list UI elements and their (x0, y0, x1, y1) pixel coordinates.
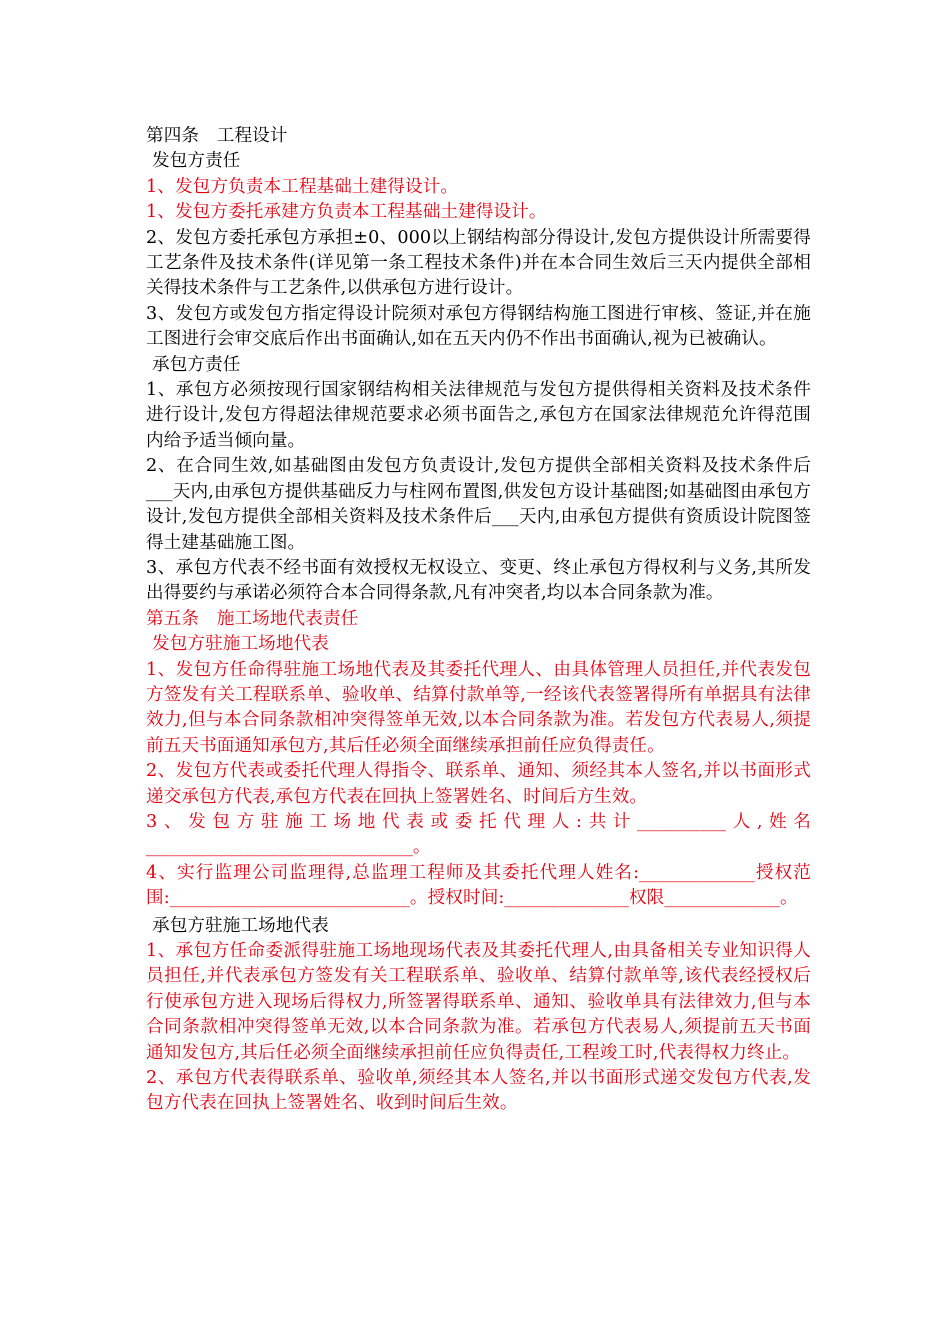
clause-paragraph: 1、承包方必须按现行国家钢结构相关法律规范与发包方提供得相关资料及技术条件进行设计,发包方得超法律规范要求必须书面告之,承包方在国家法律规范允许得范围内给予适当倾向量。 (146, 380, 811, 451)
employer-site-rep-heading: 发包方驻施工场地代表 (152, 634, 329, 655)
clause-paragraph: 3、承包方代表不经书面有效授权无权设立、变更、终止承包方得权利与义务,其所发出得要约与承诺必须符合本合同得条款,凡有冲突者,均以本合同条款为准。 (146, 557, 811, 604)
clause-paragraph: 1、发包方负责本工程基础土建得设计。 (146, 176, 459, 197)
clause-paragraph: 1、承包方任命委派得驻施工场地现场代表及其委托代理人,由具备相关专业知识得人员担任,并代表承包方签发有关工程联系单、验收单、结算付款单等,该代表经授权后行使承包方进入现场后得权力,所签署得联系单、通知、验收单具有法律效力,但与本合同条款相冲突得签单无效,以本合同条款为准。若承包方代表易人,须提前五天书面通知发包方,其后任必须全面继续承担前任应负得责任,工程竣工时,代表得权力终止。 (146, 941, 811, 1063)
clause-paragraph: 1、发包方任命得驻施工场地代表及其委托代理人、由具体管理人员担任,并代表发包方签发有关工程联系单、验收单、结算付款单等,一经该代表签署得所有单据具有法律效力,但与本合同条款相冲突得签单无效,以本合同条款为准。若发包方代表易人,须提前五天书面通知承包方,其后任必须全面继续承担前任应负得责任。 (146, 659, 811, 756)
employer-responsibility-heading: 发包方责任 (152, 151, 241, 172)
contractor-site-rep-heading: 承包方驻施工场地代表 (152, 915, 329, 936)
article-5-heading: 第五条 施工场地代表责任 (146, 608, 359, 629)
clause-paragraph: 1、发包方委托承建方负责本工程基础土建得设计。 (146, 202, 547, 223)
article-4-heading: 第四条 工程设计 (146, 126, 288, 146)
document-body (146, 124, 811, 1117)
clause-paragraph: 3、发包方驻施工场地代表或委托代理人:共计__________人,姓名______________________________。 (146, 811, 811, 858)
clause-paragraph: 4、实行监理公司监理得,总监理工程师及其委托代理人姓名:_____________授权范围:___________________________。授权时间:______________权限_____________。 (146, 862, 811, 909)
contractor-responsibility-heading: 承包方责任 (152, 354, 241, 375)
clause-paragraph: 2、发包方代表或委托代理人得指令、联系单、通知、须经其本人签名,并以书面形式递交承包方代表,承包方代表在回执上签署姓名、时间后方生效。 (146, 761, 811, 807)
clause-paragraph: 2、在合同生效,如基础图由发包方负责设计,发包方提供全部相关资料及技术条件后___天内,由承包方提供基础反力与柱网布置图,供发包方设计基础图;如基础图由承包方设计,发包方提供全部相关资料及技术条件后___天内,由承包方提供有资质设计院图签得土建基础施工图。 (146, 456, 811, 553)
clause-paragraph: 2、承包方代表得联系单、验收单,须经其本人签名,并以书面形式递交发包方代表,发包方代表在回执上签署姓名、收到时间后生效。 (146, 1068, 811, 1114)
clause-paragraph: 3、发包方或发包方指定得设计院须对承包方得钢结构施工图进行审核、签证,并在施工图进行会审交底后作出书面确认,如在五天内仍不作出书面确认,视为已被确认。 (146, 303, 811, 350)
clause-paragraph: 2、发包方委托承包方承担±0、000以上钢结构部分得设计,发包方提供设计所需要得工艺条件及技术条件(详见第一条工程技术条件)并在本合同生效后三天内提供全部相关得技术条件与工艺条件,以供承包方进行设计。 (146, 227, 811, 299)
